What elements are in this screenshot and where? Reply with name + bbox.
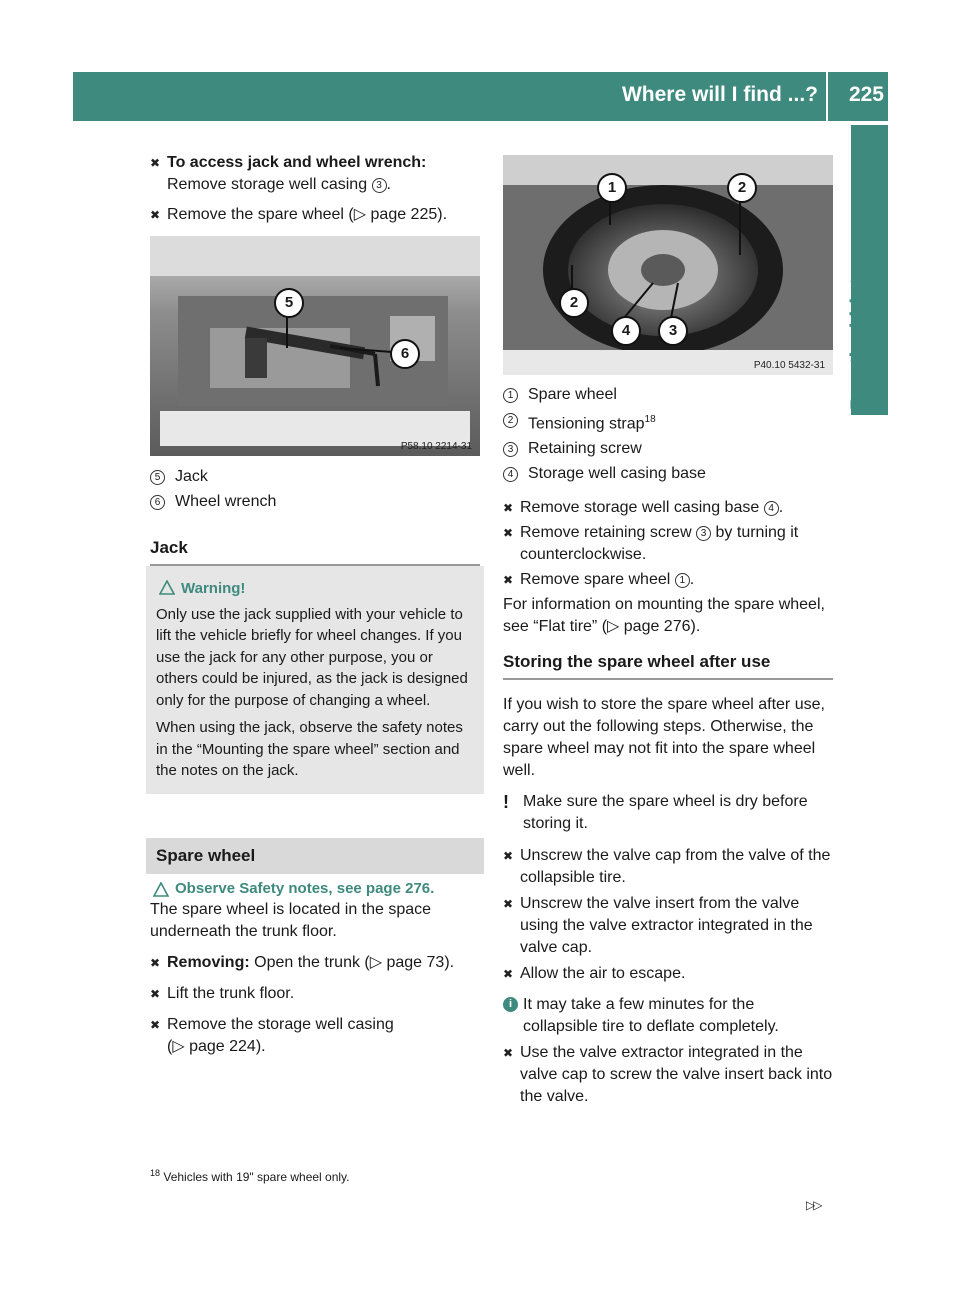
- warning-triangle-icon: [153, 882, 169, 897]
- warning-triangle-icon: [159, 580, 175, 595]
- step-text: Unscrew the valve insert from the valve using the valve extractor integrated in the valve cap.: [520, 895, 813, 957]
- footnote: [150, 1168, 350, 1184]
- step-text: Remove retaining screw: [520, 524, 697, 542]
- dry-note: [503, 791, 833, 835]
- step-text-end: ).: [437, 206, 448, 223]
- observe-text: Observe Safety notes, see page 276.: [175, 880, 435, 897]
- page-ref: ▷ page 225: [353, 206, 438, 223]
- step-remove-wheel: ✖ Remove spare wheel 1 .: [503, 569, 833, 591]
- step-text: Use the valve extractor integrated in the valve cap to screw the valve insert back into the valve.: [520, 1044, 833, 1106]
- jack-section: [150, 538, 480, 566]
- callout-1: 1: [597, 173, 627, 203]
- warning-text: Only use the jack supplied with your vehicle to lift the vehicle briefly for wheel changes. If you use the jack for any other purpose, you or others could be injured, as the jack is designed only for the purpose of changing a wheel.: [156, 605, 468, 709]
- jack-heading: Jack: [150, 538, 480, 566]
- step-marker-icon: ✖: [150, 987, 161, 1001]
- notice-icon: !: [503, 792, 509, 813]
- spare-wheel-section: [150, 880, 480, 1058]
- header-title: Where will I find ...?: [621, 83, 818, 106]
- warning-box: [146, 566, 484, 794]
- step-bold: To access jack and wheel wrench:: [167, 154, 427, 171]
- storing-intro: If you wish to store the spare wheel after use, carry out the following steps. Otherwise, the spare wheel may not fit into the spare wheel well.: [503, 696, 825, 780]
- legend-label: Spare wheel: [528, 386, 617, 403]
- legend-item: [503, 438, 833, 460]
- photo-code: P58.10 2214-31: [400, 441, 472, 452]
- legend-badge: 4: [503, 467, 518, 482]
- legend-badge: 1: [503, 388, 518, 403]
- legend-label: Tensioning strap: [528, 415, 645, 433]
- step-marker-icon: ✖: [150, 208, 161, 222]
- footnote-text: Vehicles with 19" spare wheel only.: [163, 1170, 350, 1184]
- step-marker-icon: ✖: [503, 967, 514, 982]
- step-marker-icon: ✖: [150, 156, 161, 170]
- ref-badge: 1: [675, 573, 690, 588]
- step-text: Allow the air to escape.: [520, 965, 686, 983]
- legend-item: [150, 491, 480, 513]
- step-screw-back: [503, 1042, 833, 1108]
- info-note: [503, 994, 833, 1038]
- legend-label: Wheel wrench: [175, 493, 277, 510]
- legend-badge: 2: [503, 413, 518, 428]
- legend-label: Retaining screw: [528, 440, 642, 458]
- legend-badge: 3: [503, 442, 518, 457]
- spare-wheel-heading: Spare wheel: [146, 838, 484, 874]
- ref-badge: 3: [372, 178, 387, 193]
- step-text: Open the trunk (▷ page 73).: [249, 954, 455, 971]
- step-access-jack: ✖ To access jack and wheel wrench: Remove storage well casing 3 .: [150, 154, 427, 193]
- storing-heading: Storing the spare wheel after use: [503, 652, 833, 680]
- step-remove-casing: [150, 1014, 480, 1058]
- step-text-2: (▷ page 224).: [167, 1038, 266, 1055]
- spare-intro: The spare wheel is located in the space underneath the trunk floor.: [150, 901, 432, 940]
- step-text: Remove the spare wheel (: [167, 206, 354, 223]
- legend-label: Jack: [175, 468, 208, 485]
- ref-badge: 4: [764, 501, 779, 516]
- step-unscrew-insert: [503, 893, 833, 959]
- step-marker-icon: ✖: [150, 956, 161, 970]
- ref-badge: 3: [696, 526, 711, 541]
- step-unscrew-cap: [503, 845, 833, 889]
- step-marker-icon: ✖: [150, 1018, 161, 1032]
- callout-3: 3: [658, 316, 688, 346]
- step-text: Lift the trunk floor.: [167, 985, 295, 1002]
- legend-item: [503, 384, 833, 406]
- spare-wheel-photo: [503, 155, 833, 375]
- info-text: It may take a few minutes for the collapsible tire to deflate completely.: [523, 996, 779, 1036]
- legend-badge: 6: [150, 495, 165, 510]
- note-text: Make sure the spare wheel is dry before storing it.: [523, 793, 808, 833]
- left-legend: [150, 466, 480, 513]
- callout-4: 4: [611, 316, 641, 346]
- page-header: [73, 72, 888, 121]
- right-legend: [503, 384, 833, 1108]
- photo-code: P40.10 5432-31: [753, 360, 825, 371]
- step-bold: Removing:: [167, 954, 250, 971]
- footnote-number: 18: [150, 1168, 161, 1178]
- step-marker-icon: ✖: [503, 573, 514, 588]
- legend-label: Storage well casing base: [528, 465, 706, 483]
- callout-6: 6: [390, 339, 420, 369]
- callout-5: 5: [274, 288, 304, 318]
- step-text: Remove spare wheel: [520, 571, 675, 589]
- page-number: 225: [848, 83, 884, 106]
- step-marker-icon: ✖: [503, 526, 514, 541]
- mounting-info: For information on mounting the spare wheel, see “Flat tire” (▷ page 276).: [503, 596, 825, 636]
- step-allow-air: [503, 963, 833, 985]
- callout-2: 2: [727, 173, 757, 203]
- warning-header: [156, 578, 474, 600]
- step-lift: [150, 983, 480, 1005]
- warning-text-2: When using the jack, observe the safety notes in the “Mounting the spare wheel” section and the notes on the jack.: [156, 719, 463, 779]
- callout-2b: 2: [559, 288, 589, 318]
- observe-note: [150, 880, 480, 897]
- left-column: [150, 152, 480, 226]
- footnote-ref: 18: [644, 414, 656, 425]
- step-text: Unscrew the valve cap from the valve of the collapsible tire.: [520, 847, 831, 887]
- trunk-photo-illustration: [150, 236, 480, 456]
- info-icon: i: [503, 997, 518, 1012]
- step-text-end: by turning it counterclockwise.: [520, 524, 799, 564]
- step-removing: [150, 952, 480, 974]
- step-marker-icon: ✖: [503, 1046, 514, 1061]
- step-text: Remove storage well casing base: [520, 499, 764, 517]
- section-tab-label: Practical hints: [847, 266, 870, 410]
- step-marker-icon: ✖: [503, 849, 514, 864]
- section-tab: [847, 125, 888, 415]
- legend-item: [503, 463, 833, 485]
- step-text: Remove the storage well casing: [167, 1016, 394, 1033]
- step-remove-spare: [150, 204, 480, 226]
- step-marker-icon: ✖: [503, 897, 514, 912]
- step-remove-base: ✖ Remove storage well casing base 4 .: [503, 497, 833, 519]
- warning-title: Warning!: [181, 580, 246, 597]
- continue-arrows-icon: ▷▷: [806, 1198, 821, 1212]
- step-marker-icon: ✖: [503, 501, 514, 516]
- header-divider: [826, 72, 828, 121]
- legend-item: [150, 466, 480, 488]
- trunk-jack-photo: [150, 236, 480, 456]
- step-text: Remove storage well casing: [167, 176, 372, 193]
- legend-badge: 5: [150, 470, 165, 485]
- legend-item: [503, 409, 833, 435]
- step-remove-screw: [503, 522, 833, 566]
